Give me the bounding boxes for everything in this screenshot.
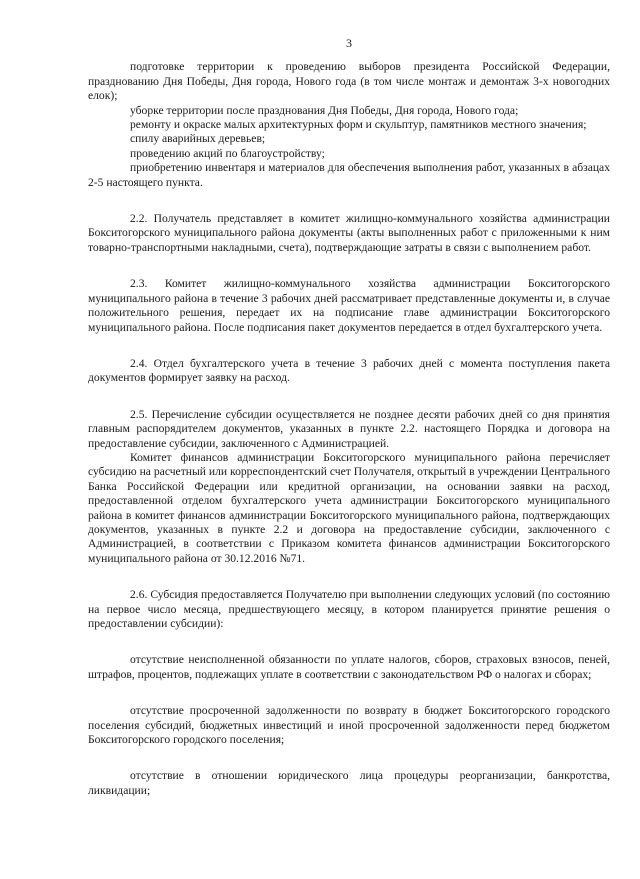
clause-2-3: 2.3. Комитет жилищно-коммунального хозяйства администрации Бокситогорского муниципального района в течение 3 рабочих дней рассматривает представленные документы и, в случае положительного решения, передает их на подписание главе администрации Бокситогорского муниципального района. После подписания пакет документов передается в отдел бухгалтерского учета. [88,277,610,334]
clause-2-5: 2.5. Перечисление субсидии осуществляется не позднее десяти рабочих дней со дня принятия главным распорядителем документов, указанных в пункте 2.2. настоящего Порядка и договора на предоставление субсидии, заключенного с Администрацией. [88,407,610,450]
paragraph-tree-felling: спилу аварийных деревьев; [130,132,266,146]
paragraph-preparation: подготовке территории к проведению выборов президента Российской Федерации, празднованию Дня Победы, Дня города, Нового года (в том числе монтаж и демонтаж 3-х новогодних елок); [88,60,610,103]
page-number: 3 [346,36,352,50]
condition-no-budget-debt: отсутствие просроченной задолженности по возврату в бюджет Бокситогорского городского поселения субсидий, бюджетных инвестиций и иной просроченной задолженности перед бюджетом Бокситогорского городского поселения; [88,704,610,747]
paragraph-purchase: приобретению инвентаря и материалов для обеспечения выполнения работ, указанных в абзацах 2-5 настоящего пункта. [88,161,610,189]
condition-no-liquidation: отсутствие в отношении юридического лица процедуры реорганизации, банкротства, ликвидации; [88,769,610,797]
paragraph-actions: проведению акций по благоустройству; [130,146,325,160]
clause-2-6: 2.6. Субсидия предоставляется Получателю при выполнении следующих условий (по состоянию на первое число месяца, предшествующего месяцу, в котором планируется принятие решения о предоставлении субсидии): [88,588,610,630]
clause-2-5-finance: Комитет финансов администрации Бокситогорского муниципального района перечисляет субсидию на расчетный или корреспондентский счет Получателя, открытый в учреждении Центрального Банка Российской Федерации или кредитной организации, на основании заявки на расход, предоставленной отделом бухгалтерского учета администрации Бокситогорского муниципального района в комитет финансов администрации Бокситогорского муниципального района, подтверждающих документов, указанных в пункте 2.2 и договора на предоставление субсидии, заключенного с Администрацией, в соответствии с Приказом комитета финансов администрации Бокситогорского муниципального района от 30.12.2016 №71. [88,450,610,565]
paragraph-repair: ремонту и окраске малых архитектурных форм и скульптур, памятников местного значения; [130,118,587,132]
clause-2-2: 2.2. Получатель представляет в комитет жилищно-коммунального хозяйства администрации Бокситогорского муниципального района документы (акты выполненных работ с приложенными к ним товарно-транспортными накладными, счета), подтверждающие затраты в связи с выполнением работ. [88,212,610,254]
condition-no-tax-debt: отсутствие неисполненной обязанности по уплате налогов, сборов, страховых взносов, пеней, штрафов, процентов, подлежащих уплате в соответствии с законодательством РФ о налогах и сборах; [88,653,610,681]
clause-2-4: 2.4. Отдел бухгалтерского учета в течение 3 рабочих дней с момента поступления пакета документов формирует заявку на расход. [88,356,610,385]
paragraph-cleanup: уборке территории после празднования Дня Победы, Дня города, Нового года; [130,103,519,117]
